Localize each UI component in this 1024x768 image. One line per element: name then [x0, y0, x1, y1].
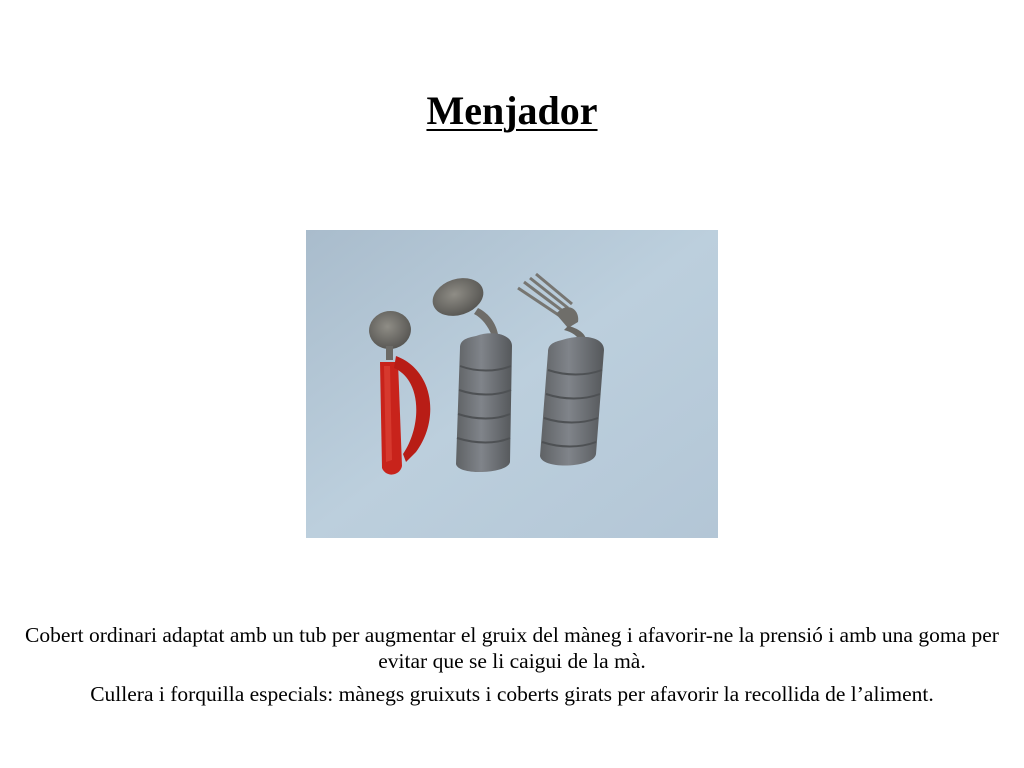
slide-title: [0, 85, 1024, 137]
slide-title-text: Menjador: [426, 87, 598, 133]
adapted-cutlery-photo: [306, 230, 718, 538]
caption-special-cutlery: Cullera i forquilla especials: mànegs gruixuts i coberts girats per afavorir la recollida de l’aliment.: [90, 682, 934, 706]
caption-block: [20, 622, 1004, 714]
caption-adapted-cutlery: Cobert ordinari adaptat amb un tub per augmentar el gruix del màneg i afavorir-ne la prensió i amb una goma per evitar que se li caigui de la mà.: [25, 623, 999, 673]
photo-background: [306, 230, 718, 538]
cutlery-illustration: [306, 230, 718, 538]
